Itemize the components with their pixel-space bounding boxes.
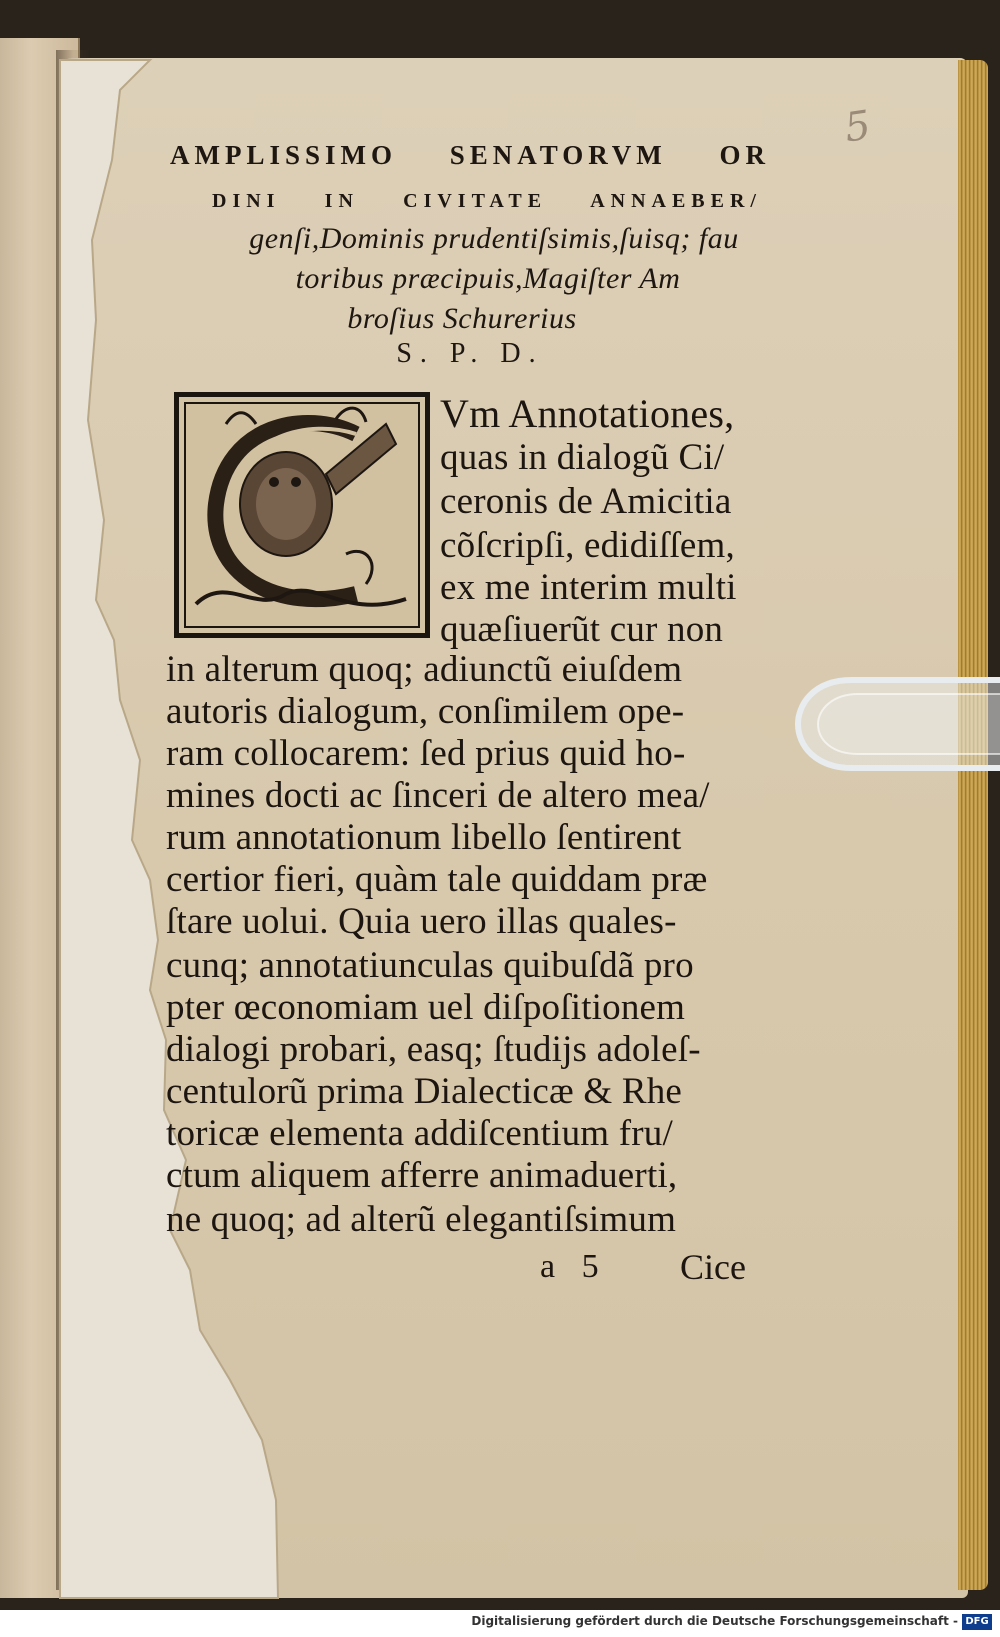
funding-note: Digitalisierung gefördert durch die Deutsche Forschungsgemeinschaft - — [471, 1614, 958, 1628]
body-line-2: autoris dialogum, conſimilem ope- — [166, 691, 685, 732]
body-line-7: ſtare uolui. Quia uero illas quales- — [166, 901, 677, 942]
catchword: Cice — [680, 1247, 746, 1287]
body-line-4: mines docti ac ſinceri de altero mea/ — [166, 775, 710, 816]
woodcut-initial-C-icon — [174, 392, 430, 638]
body-line-14: ne quoq; ad alterũ elegantiſsimum — [166, 1199, 677, 1240]
heading-salutation — [0, 338, 1000, 370]
body-line-beside-2: quas in dialogũ Ci/ — [440, 437, 725, 478]
body-line-11: centulorũ prima Dialecticæ & Rhe — [166, 1071, 683, 1112]
signature-mark: a 5 — [540, 1248, 599, 1285]
body-line-8: cunq; annotatiunculas quibuſdã pro — [166, 945, 694, 986]
footer-bar — [0, 1610, 1000, 1637]
body-line-3: ram collocarem: ſed prius quid ho- — [166, 733, 686, 774]
salutation-text: S. P. D. — [396, 338, 544, 369]
heading-line-1: AMPLISSIMO SENATORVM OR — [170, 140, 770, 170]
body-line-1: in alterum quoq; adiunctũ eiuſdem — [166, 649, 683, 690]
body-line-9: pter œconomiam uel diſpoſitionem — [166, 987, 686, 1028]
body-line-12: toricæ elementa addiſcentium fru/ — [166, 1113, 673, 1154]
dfg-logo-icon: DFG — [962, 1614, 992, 1630]
body-line-13: ctum aliquem afferre animaduerti, — [166, 1155, 678, 1196]
heading-line-4: toribus præcipuis,Magiſter Am — [295, 262, 681, 295]
body-line-beside-4: cõſcripſi, edidiſſem, — [440, 525, 735, 566]
heading-line-2: DINI IN CIVITATE ANNAEBER/ — [212, 190, 762, 212]
heading-line-3: genſi,Dominis prudentiſsimis,ſuisq; fau — [249, 222, 739, 255]
body-line-beside-3: ceronis de Amicitia — [440, 481, 732, 522]
initial-woodcut-art — [186, 404, 418, 626]
body-line-beside-5: ex me interim multi — [440, 567, 737, 608]
heading-line-5: broſius Schurerius — [347, 302, 577, 335]
body-line-6: certior fieri, quàm tale quiddam præ — [166, 859, 708, 900]
initial-frame — [184, 402, 420, 628]
body-line-beside-6: quæſiuerũt cur non — [440, 609, 724, 650]
page-holder-clip-icon — [792, 676, 1000, 772]
body-line-10: dialogi probari, easq; ſtudijs adoleſ- — [166, 1029, 701, 1070]
body-line-beside-1: Vm Annotationes, — [440, 391, 735, 436]
body-line-5: rum annotationum libello ſentirent — [166, 817, 682, 858]
pencil-folio-number: 5 — [841, 102, 874, 152]
